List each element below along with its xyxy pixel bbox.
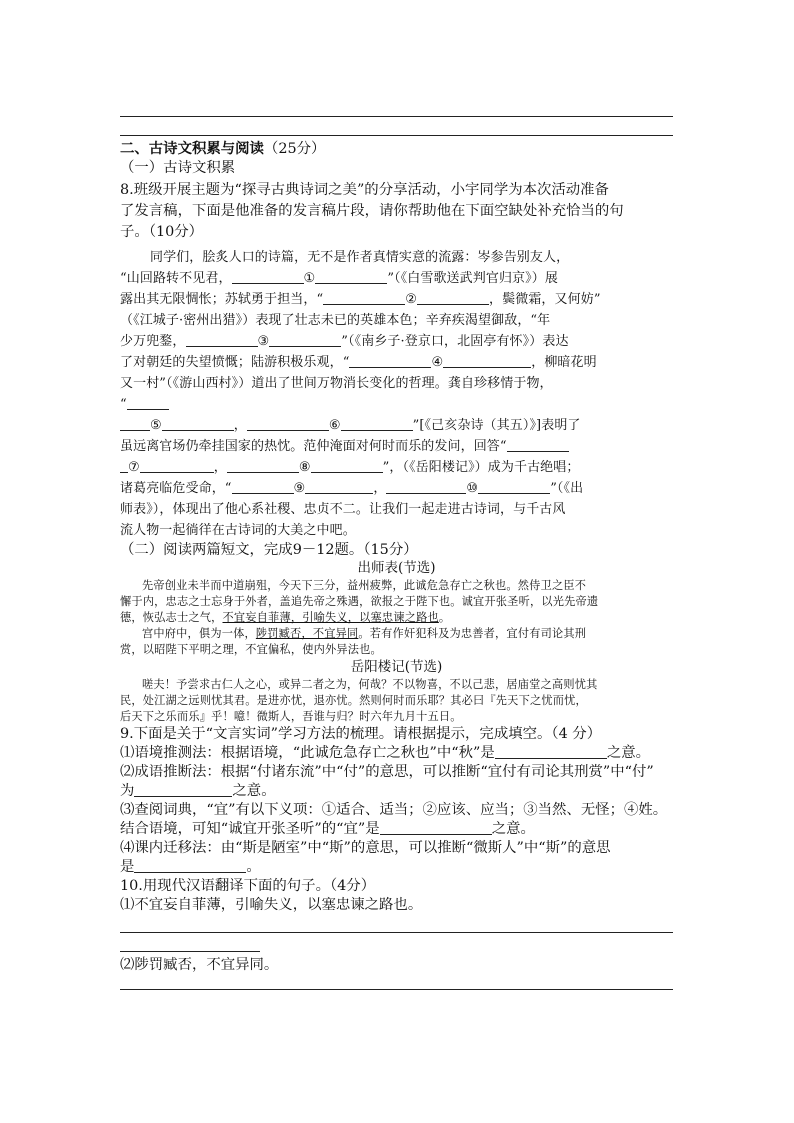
- article1-line: 德，恢弘志士之气，不宜妄自菲薄，引喻失义，以塞忠谏之路也。: [120, 611, 451, 624]
- section-title: 二、古诗文积累与阅读: [120, 140, 264, 157]
- blank-4[interactable]: [349, 355, 431, 368]
- blank-8[interactable]: [227, 460, 299, 473]
- article1-line: 赏，以昭陛下平明之理，不宜偏私，使内外异法也。: [120, 643, 382, 656]
- blank-5[interactable]: [120, 418, 150, 431]
- blank-number-5: ⑤: [150, 418, 162, 433]
- q9-stem: 9.下面是关于“文言实词”学习方法的梳理。请根据提示，完成填空。（4 分）: [120, 726, 602, 742]
- blank-number-4: ④: [431, 355, 444, 370]
- q10-item1: ⑴不宜妄自菲薄，引喻失义，以塞忠谏之路也。: [120, 897, 423, 913]
- q8-stem-line3: 子。（10分）: [120, 224, 204, 240]
- q9-item3-answer: 结合语境，可知“诚宜开张圣听”的“宜”是 之意。: [120, 821, 535, 837]
- section-heading: [120, 138, 673, 160]
- article2-title: 岳阳楼记(节选): [350, 659, 443, 675]
- q8-passage-line: “山回路转不见君， ① ”（《白雪歌送武判官归京》）展: [120, 271, 558, 286]
- blank-number-7: ⑦: [128, 460, 140, 475]
- q10-answer-line-2[interactable]: [120, 989, 673, 990]
- article1-line: 懈于内，忠志之士忘身于外者，盖追先帝之殊遇，欲报之于陛下也。诚宜开张圣听，以光先帝遗: [120, 595, 599, 608]
- blank-10b[interactable]: [478, 481, 550, 494]
- blank-number-1: ①: [303, 271, 316, 286]
- blank-5-start[interactable]: [127, 397, 169, 410]
- q8-passage: [120, 247, 673, 541]
- q8-passage-line: 又一村”（《游山西村》）道出了世间万物消长变化的哲理。龚自珍移情于物，: [120, 376, 553, 391]
- q8-stem-line2: 了发言稿，下面是他准备的发言稿片段，请你帮助他在下面空缺处补充恰当的句: [120, 203, 624, 219]
- blank-6[interactable]: [247, 418, 329, 431]
- blank-number-9: ⑨: [293, 481, 306, 496]
- q8-passage-line: ⑤ ， ⑥ ”[《己亥杂诗（其五）》]表明了: [120, 415, 673, 436]
- blank-2b[interactable]: [417, 292, 489, 305]
- q8-passage-line: （《江城子·密州出猎》）表现了壮志未已的英雄本色；辛弃疾渴望御敌，“年: [120, 313, 551, 328]
- blank-7b[interactable]: [140, 460, 214, 473]
- q9-item1: ⑴语境推测法：根据语境，“此诚危急存亡之秋也”中“秋”是 之意。: [120, 745, 650, 761]
- article2-line: 民，处江湖之远则忧其君。是进亦忧，退亦忧。然则何时而乐耶？其必曰『先天下之忧而忧，: [120, 694, 587, 707]
- q9-item2: ⑵成语推断法：根据“付诸东流”中“付”的意思，可以推断“宜付有司论其刑赏”中“付”: [120, 764, 654, 780]
- q8-stem-line1: 8.班级开展主题为“探寻古典诗词之美”的分享活动，小宇同学为本次活动准备: [120, 182, 609, 198]
- q9-blank-3[interactable]: [380, 822, 492, 835]
- q9-item4: ⑷课内迁移法：由“斯是陋室”中“斯”的意思，可以推断“微斯人”中“斯”的意思: [120, 840, 611, 856]
- underlined-sentence-1: 不宜妄自菲薄，引喻失义，以塞忠谏之路也: [222, 611, 439, 624]
- blank-10[interactable]: [386, 481, 466, 494]
- article2-line: 嗟夫！予尝求古仁人之心，或异二者之为，何哉？不以物喜，不以己悲，居庙堂之高则忧其: [142, 678, 598, 691]
- q9-blank-2[interactable]: [134, 784, 232, 797]
- blank-1b[interactable]: [315, 271, 387, 284]
- q8-passage-line: 了对朝廷的失望愤慨；陆游积极乐观，“ ④ ，柳暗花明: [120, 355, 597, 370]
- article1-title: 出师表(节选): [357, 560, 436, 576]
- article1-line: 宫中府中，俱为一体，陟罚臧否，不宜异同。若有作奸犯科及为忠善者，宜付有司论其刑: [142, 627, 587, 640]
- q8-passage-line: 虽远离官场仍牵挂国家的热忱。范仲淹面对何时而乐的发问，回答“: [120, 436, 673, 457]
- section-score: （25分）: [263, 141, 326, 157]
- header-rule-bottom: [120, 135, 673, 136]
- q9-item4-answer: 是 。: [120, 859, 261, 875]
- subsection-reading: （二）阅读两篇短文，完成9－12题。（15分）: [120, 542, 418, 558]
- blank-number-10: ⑩: [466, 481, 479, 496]
- blank-4b[interactable]: [443, 355, 531, 368]
- blank-number-3: ③: [257, 334, 270, 349]
- subsection-accumulation: （一）古诗文积累: [120, 160, 236, 176]
- blank-9[interactable]: [232, 481, 294, 494]
- q8-passage-line: 流人物一起徜徉在古诗词的大美之中吧。: [120, 523, 356, 538]
- q8-passage-line: 师表》），体现出了他心系社稷、忠贞不二。让我们一起走进古诗词，与千古风: [120, 502, 566, 517]
- q10-stem: 10.用现代汉语翻译下面的句子。（4分）: [120, 878, 376, 894]
- q10-item2: ⑵陟罚臧否，不宜异同。: [120, 957, 279, 973]
- q8-passage-line: “: [120, 394, 673, 415]
- blank-number-2: ②: [405, 292, 418, 307]
- q9-item3: ⑶查阅词典，“宜”有以下义项：①适合、适当；②应该、应当；③当然、无怪；④姓。: [120, 802, 668, 818]
- blank-1[interactable]: [232, 271, 304, 284]
- blank-number-8: ⑧: [298, 460, 311, 475]
- q8-passage-line: 诸葛亮临危受命，“ ⑨ ， ⑩ ”（《出: [120, 481, 584, 496]
- q8-passage-line: ⑦ ， ⑧ ”，（《岳阳楼记》）成为千古绝唱；: [120, 457, 673, 478]
- q10-answer-line-1-short[interactable]: [120, 951, 260, 952]
- article1-line: 先帝创业未半而中道崩殂，今天下三分，益州疲弊，此诚危急存亡之秋也。然侍卫之臣不: [142, 579, 587, 592]
- article2-line: 后天下之乐而乐』乎！噫！微斯人，吾谁与归？时六年九月十五日。: [120, 710, 462, 723]
- q9-blank-1[interactable]: [495, 746, 607, 759]
- blank-7-start[interactable]: [507, 439, 569, 452]
- q9-item2-answer: 为 之意。: [120, 783, 276, 799]
- blank-3[interactable]: [186, 334, 258, 347]
- q8-passage-line: 同学们，脍炙人口的诗篇，无不是作者真情实意的流露：岑参告别友人，: [150, 250, 570, 265]
- blank-8b[interactable]: [311, 460, 383, 473]
- blank-9b[interactable]: [305, 481, 373, 494]
- blank-3b[interactable]: [269, 334, 341, 347]
- q9-blank-4[interactable]: [134, 860, 246, 873]
- blank-2[interactable]: [323, 292, 405, 305]
- exam-page: [120, 108, 673, 990]
- header-rule-top: [120, 116, 673, 117]
- blank-7[interactable]: [120, 460, 128, 473]
- q10-answer-line-1[interactable]: [120, 932, 673, 933]
- blank-5b[interactable]: [162, 418, 234, 431]
- q8-passage-line: 露出其无限惆怅；苏轼勇于担当，“ ② ，鬓微霜，又何妨”: [120, 292, 601, 307]
- blank-6b[interactable]: [341, 418, 413, 431]
- underlined-sentence-2: 陟罚臧否，不宜异同: [255, 627, 359, 640]
- blank-number-6: ⑥: [328, 418, 341, 433]
- q8-passage-line: 少万兜鍪， ③ ”（《南乡子·登京口，北固亭有怀》）表达: [120, 334, 569, 349]
